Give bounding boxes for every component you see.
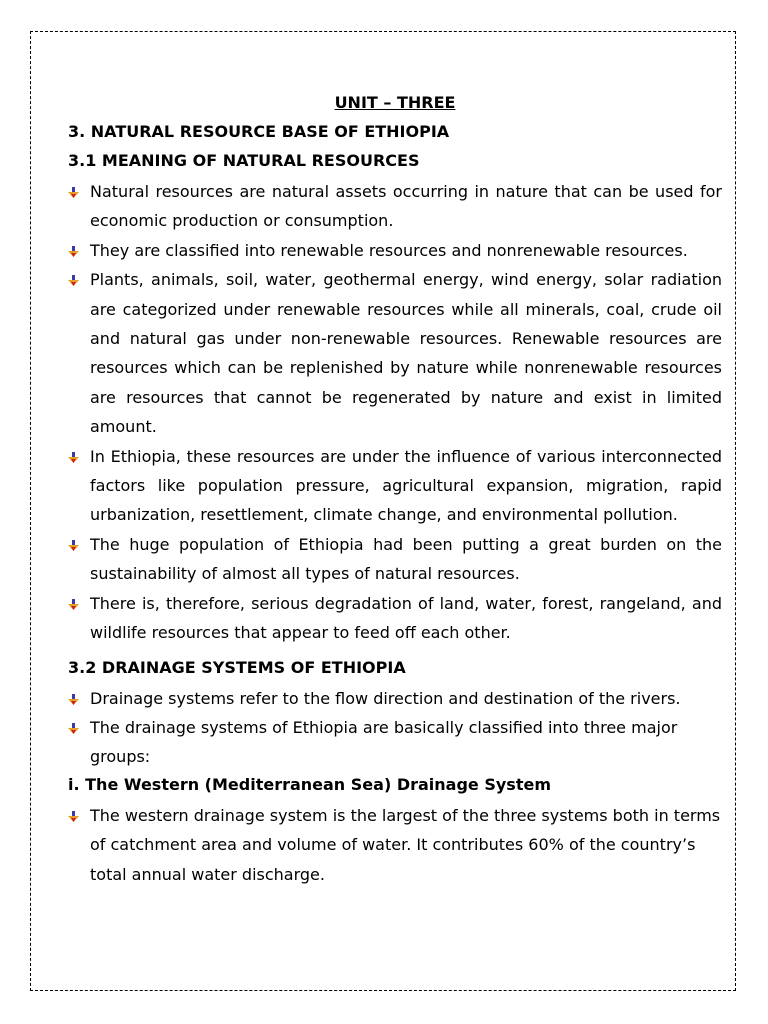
bullet-text: Plants, animals, soil, water, geothermal energy, wind energy, solar radiation are categorized under renewable resources while all minerals, coal, crude oil and natural gas under non-renewable resources. Renewable resources are resources which can be replenished by nature while nonrenewable resources are resources that cannot be regenerated by nature and exist in limited amount.: [90, 270, 722, 437]
bullet-text: They are classified into renewable resources and nonrenewable resources.: [90, 240, 688, 260]
bullet-text: The drainage systems of Ethiopia are basically classified into three major groups:: [90, 717, 678, 767]
arrow-down-bullet-icon: [68, 452, 79, 463]
section-title: 3. NATURAL RESOURCE BASE OF ETHIOPIA: [68, 122, 450, 141]
bullet-item: [68, 265, 722, 441]
bullet-text: The western drainage system is the largest of the three systems both in terms of catchment area and volume of water. It contributes 60% of the country’s total annual water discharge.: [90, 805, 721, 884]
arrow-down-bullet-icon: [68, 275, 79, 286]
bullet-item: [68, 177, 722, 236]
bullet-text: In Ethiopia, these resources are under the influence of various interconnected factors like population pressure, agricultural expansion, migration, rapid urbanization, resettlement, climate change, and environmental pollution.: [90, 446, 722, 525]
arrow-down-bullet-icon: [68, 599, 79, 610]
bullet-item: [68, 530, 722, 589]
arrow-down-bullet-icon: [68, 246, 79, 257]
subsection-heading-western-drainage: i. The Western (Mediterranean Sea) Drainage System: [68, 774, 551, 794]
subsection-heading-meaning: 3.1 MEANING OF NATURAL RESOURCES: [68, 151, 420, 170]
arrow-down-bullet-icon: [68, 540, 79, 551]
bullet-text: Drainage systems refer to the flow direction and destination of the rivers.: [90, 688, 681, 708]
bullet-item: [68, 801, 722, 889]
arrow-down-bullet-icon: [68, 811, 79, 822]
bullet-item: [68, 713, 722, 772]
bullet-list-meaning: [68, 177, 722, 648]
document-body: [68, 90, 722, 889]
bullet-item: [68, 589, 722, 648]
arrow-down-bullet-icon: [68, 694, 79, 705]
arrow-down-bullet-icon: [68, 723, 79, 734]
bullet-list-western-drainage: [68, 801, 722, 889]
arrow-down-bullet-icon: [68, 187, 79, 198]
bullet-item: [68, 236, 722, 265]
bullet-list-drainage: [68, 684, 722, 772]
bullet-text: There is, therefore, serious degradation of land, water, forest, rangeland, and wildlife resources that appear to feed off each other.: [90, 593, 722, 643]
subsection-heading-drainage: 3.2 DRAINAGE SYSTEMS OF ETHIOPIA: [68, 657, 406, 677]
bullet-text: Natural resources are natural assets occurring in nature that can be used for economic production or consumption.: [90, 182, 722, 231]
bullet-text: The huge population of Ethiopia had been putting a great burden on the sustainability of almost all types of natural resources.: [90, 534, 722, 584]
bullet-item: [68, 684, 722, 713]
unit-title: UNIT – THREE: [334, 93, 456, 112]
bullet-item: [68, 442, 722, 530]
